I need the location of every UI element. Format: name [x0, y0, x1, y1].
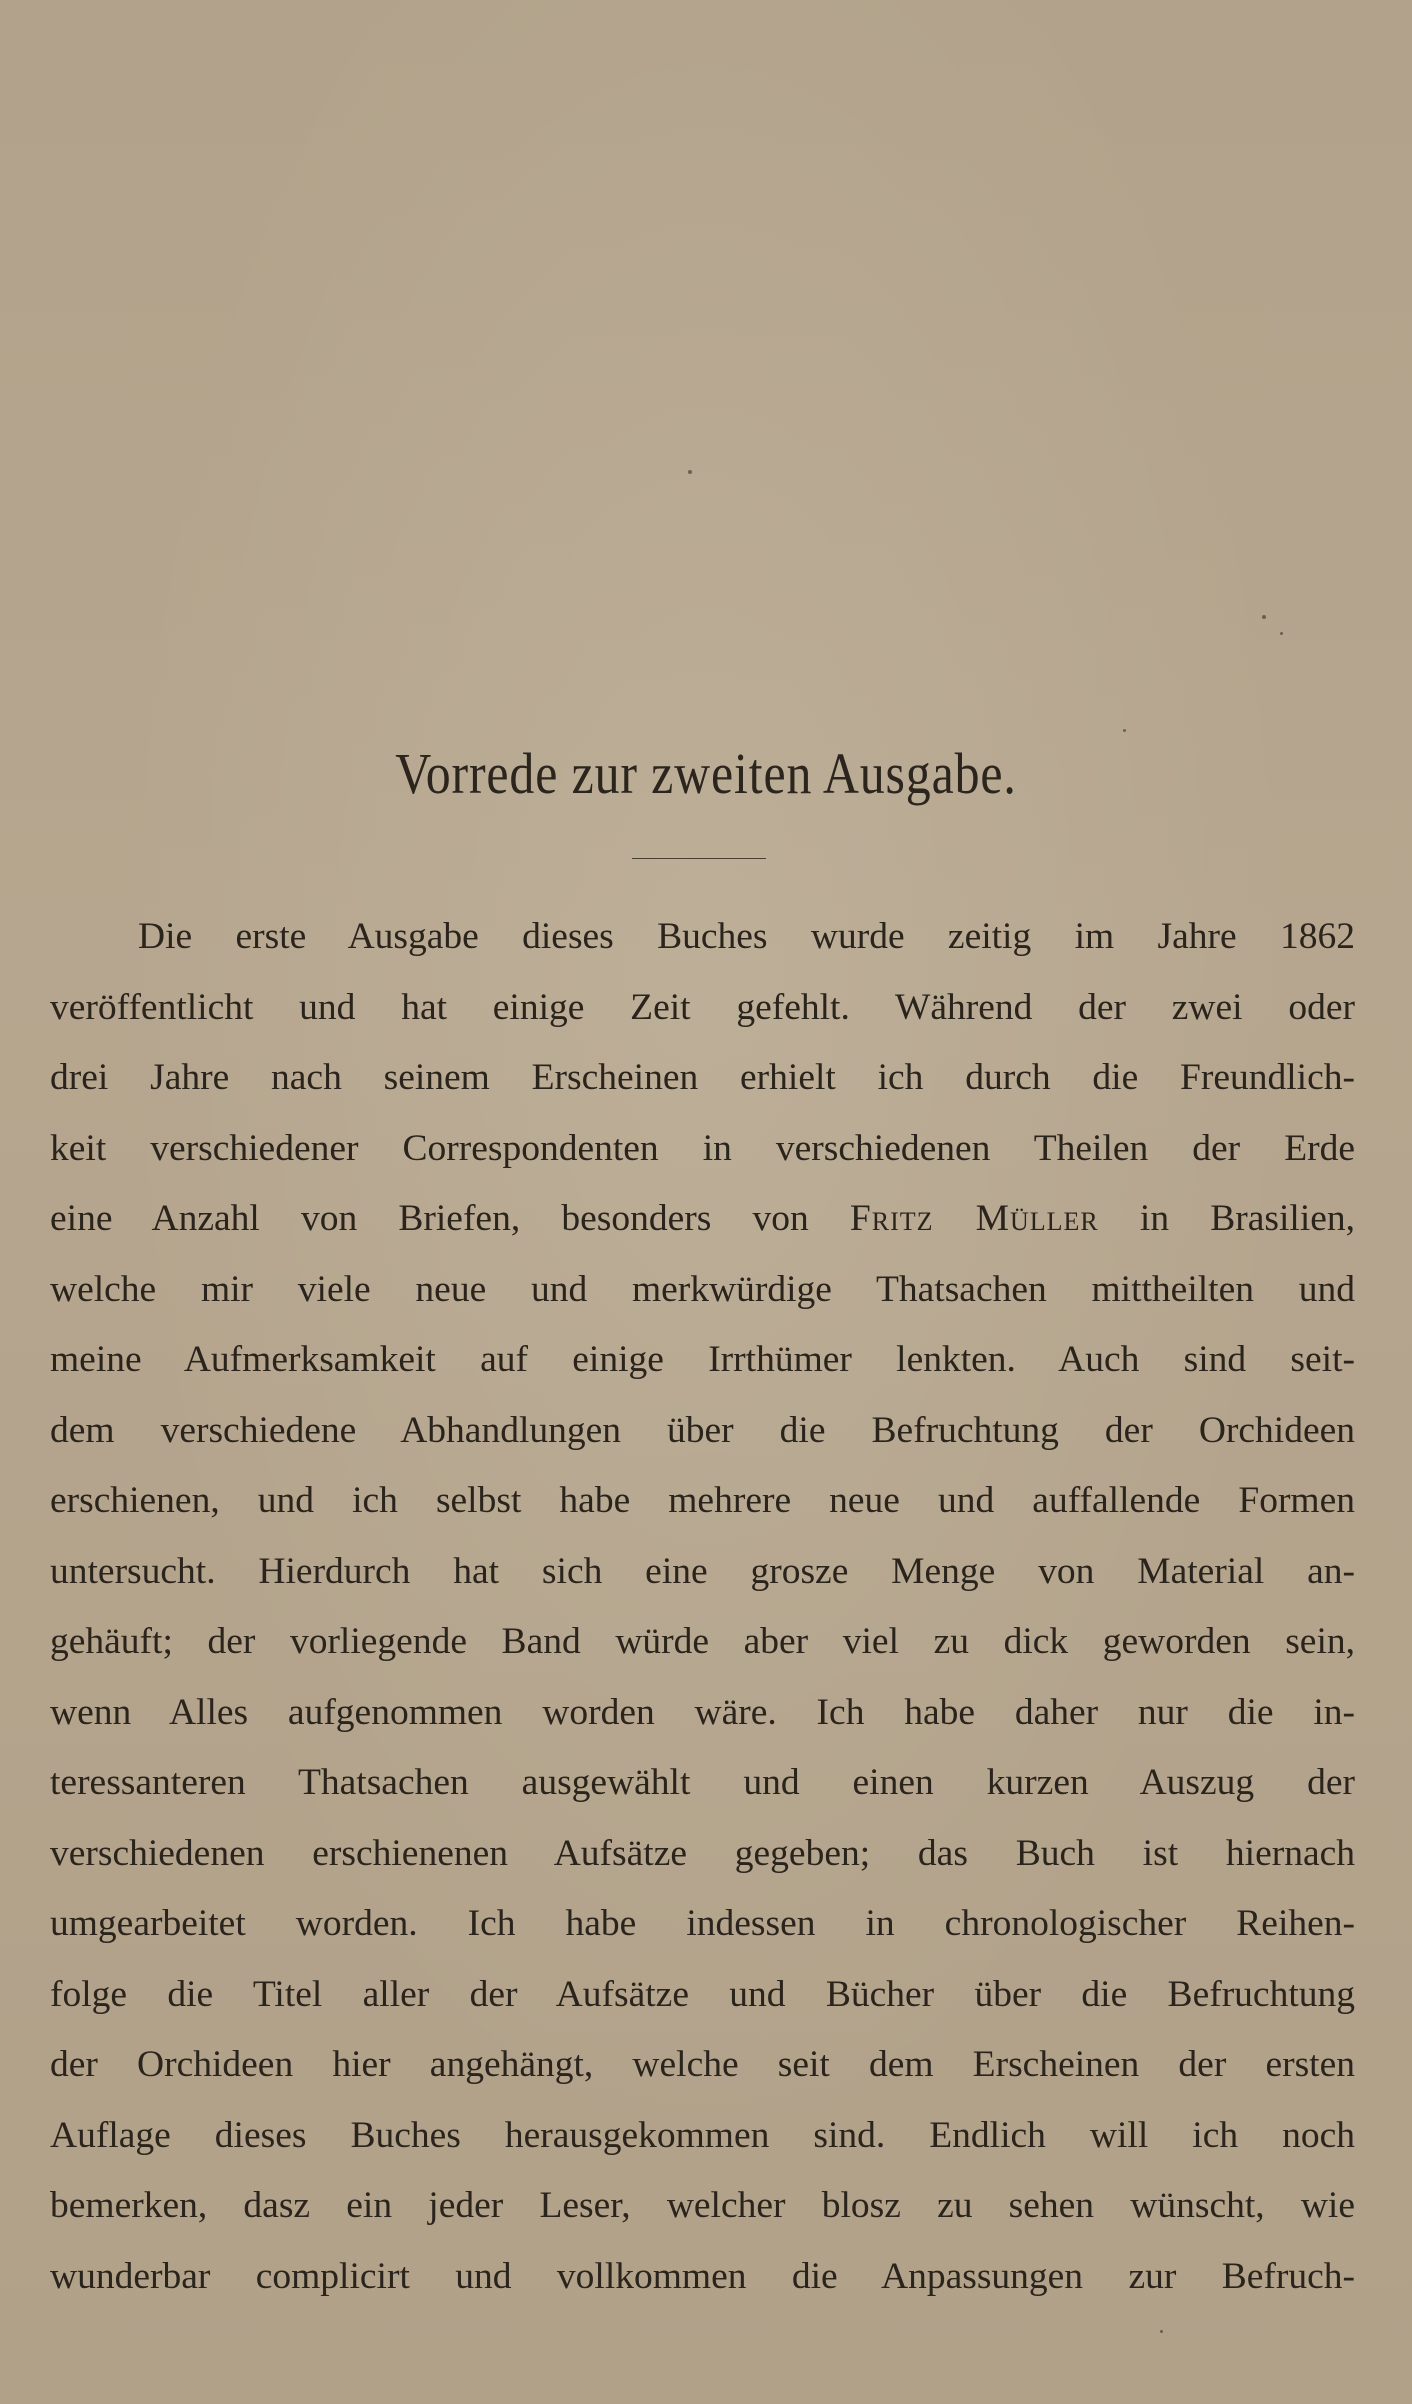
- paper-speck: [1160, 2330, 1163, 2333]
- paper-speck: [1280, 632, 1283, 635]
- text-line: untersucht. Hierdurch hat sich eine grosze Menge von Material an-: [50, 1550, 1355, 1592]
- author-name: Fritz Müller: [849, 1198, 1099, 1239]
- text-line: Die erste Ausgabe dieses Buches wurde zeitig im Jahre 1862: [138, 916, 1355, 957]
- text-line: umgearbeitet worden. Ich habe indessen in chronologischer Reihen-: [50, 1903, 1355, 1944]
- paper-speck: [1123, 729, 1126, 732]
- text-line: wenn Alles aufgenommen worden wäre. Ich habe daher nur die in-: [50, 1691, 1355, 1733]
- text-line: keit verschiedener Correspondenten in verschiedenen Theilen der Erde: [50, 1127, 1355, 1169]
- text-line: teressanteren Thatsachen ausgewählt und einen kurzen Auszug der: [50, 1762, 1355, 1803]
- line-text: in Brasilien,: [1139, 1198, 1356, 1239]
- text-line: dem verschiedene Abhandlungen über die Befruchtung der Orchideen: [50, 1409, 1355, 1451]
- text-line: bemerken, dasz ein jeder Leser, welcher blosz zu sehen wünscht, wie: [50, 2185, 1355, 2226]
- text-line: erschienen, und ich selbst habe mehrere neue und auffallende Formen: [50, 1480, 1355, 1521]
- text-line: [50, 1184, 1355, 1255]
- text-line: der Orchideen hier angehängt, welche seit dem Erscheinen der ersten: [50, 2044, 1355, 2085]
- line-text: eine Anzahl von Briefen, besonders von: [50, 1198, 809, 1239]
- text-line: veröffentlicht und hat einige Zeit gefehlt. Während der zwei oder: [50, 986, 1355, 1028]
- body-text: [50, 902, 1355, 2312]
- paper-speck: [688, 470, 692, 474]
- text-line: welche mir viele neue und merkwürdige Thatsachen mittheilten und: [50, 1268, 1355, 1310]
- title-rule: [632, 858, 766, 859]
- text-line: drei Jahre nach seinem Erscheinen erhielt ich durch die Freundlich-: [50, 1057, 1355, 1098]
- text-line: Auflage dieses Buches herausgekommen sind. Endlich will ich noch: [50, 2114, 1355, 2156]
- page-title: Vorrede zur zweiten Ausgabe.: [395, 741, 1017, 806]
- paper-speck: [1262, 615, 1266, 619]
- text-line: wunderbar complicirt und vollkommen die Anpassungen zur Befruch-: [50, 2255, 1355, 2297]
- text-line: gehäuft; der vorliegende Band würde aber viel zu dick geworden sein,: [50, 1621, 1355, 1662]
- text-line: meine Aufmerksamkeit auf einige Irrthümer lenkten. Auch sind seit-: [50, 1339, 1355, 1380]
- text-line: verschiedenen erschienenen Aufsätze gegeben; das Buch ist hiernach: [50, 1832, 1355, 1874]
- text-line: folge die Titel aller der Aufsätze und Bücher über die Befruchtung: [50, 1973, 1355, 2015]
